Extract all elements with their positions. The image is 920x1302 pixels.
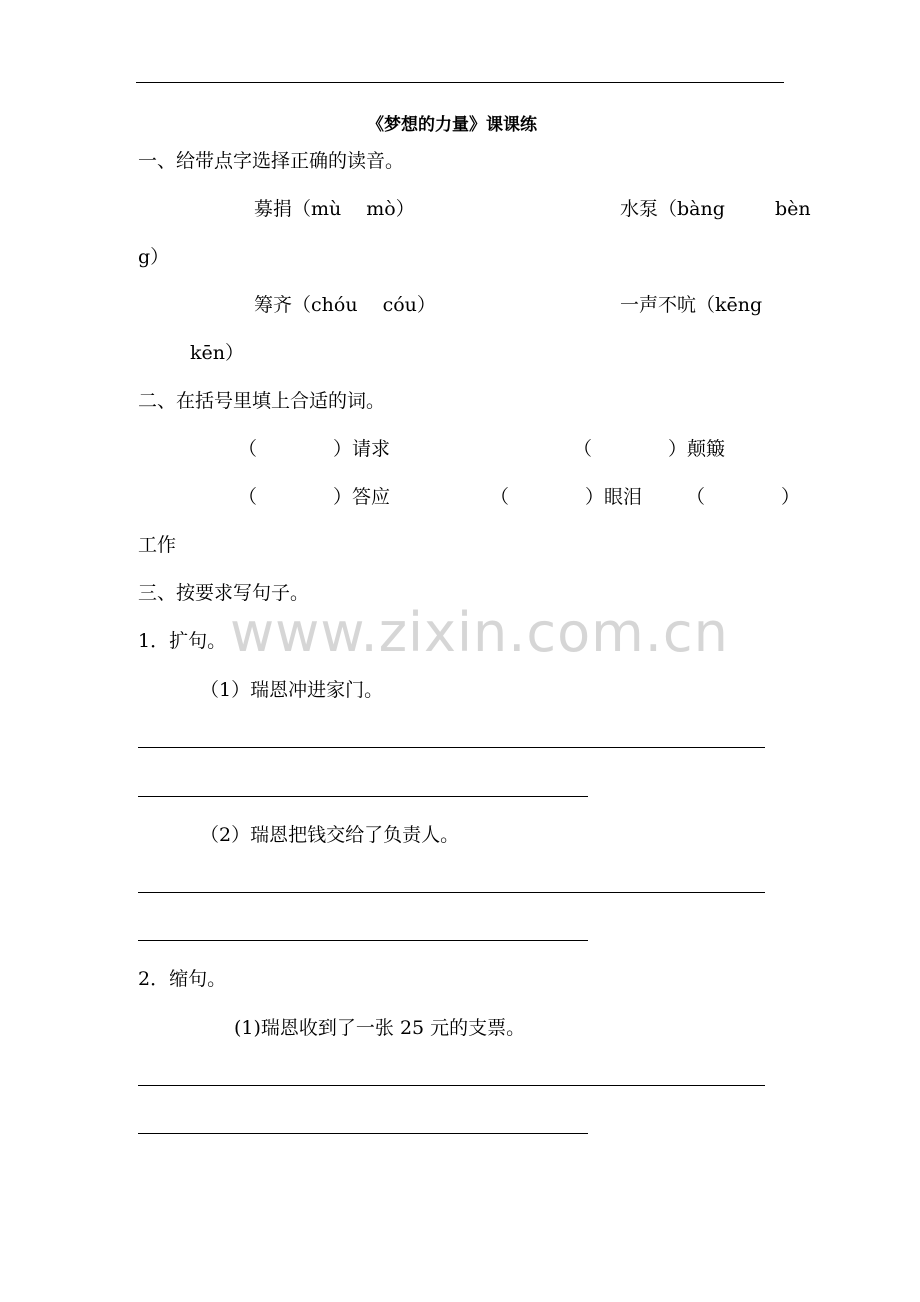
section2-heading: 二、在括号里填上合适的词。 xyxy=(138,390,386,412)
shrink-sentence-heading: 2．缩句。 xyxy=(138,968,227,990)
worksheet-title: 《梦想的力量》课课练 xyxy=(367,115,537,135)
pinyin-item-muju: 募捐（mù mò） xyxy=(254,198,415,220)
fill-blank-qingqiu: （ ）请求 xyxy=(238,438,391,460)
expand-sentence-heading: 1．扩句。 xyxy=(138,630,227,652)
watermark: www.zixin.com.cn xyxy=(230,601,729,664)
section3-heading: 三、按要求写句子。 xyxy=(138,582,310,604)
fill-blank-daying: （ ）答应 xyxy=(238,486,391,508)
fill-blank-gongzuo: （ ） xyxy=(686,486,801,508)
answer-line xyxy=(138,747,765,748)
pinyin-item-yishengbukeng-wrap: kēn） xyxy=(190,342,244,364)
pinyin-item-chouqi: 筹齐（chóu cóu） xyxy=(254,294,436,316)
fill-blank-yanlei: （ ）眼泪 xyxy=(490,486,643,508)
answer-line xyxy=(138,1133,588,1134)
section1-heading: 一、给带点字选择正确的读音。 xyxy=(138,150,405,172)
shrink-question-1: (1)瑞恩收到了一张 25 元的支票。 xyxy=(234,1017,526,1039)
expand-question-2: （2）瑞恩把钱交给了负责人。 xyxy=(200,824,460,846)
answer-line xyxy=(138,892,765,893)
pinyin-item-yishengbukeng: 一声不吭（kēng xyxy=(620,294,763,316)
fill-blank-gongzuo-word: 工作 xyxy=(138,534,177,556)
expand-question-1: （1）瑞恩冲进家门。 xyxy=(200,679,384,701)
fill-blank-dianbo: （ ）颠簸 xyxy=(573,438,726,460)
answer-line xyxy=(138,796,588,797)
answer-line xyxy=(138,940,588,941)
answer-line xyxy=(138,1085,765,1086)
pinyin-item-shuibeng-wrap: g） xyxy=(138,246,170,268)
pinyin-item-shuibeng-option2: bèn xyxy=(775,198,811,220)
top-rule xyxy=(136,82,784,83)
pinyin-item-shuibeng: 水泵（bàng xyxy=(620,198,725,220)
